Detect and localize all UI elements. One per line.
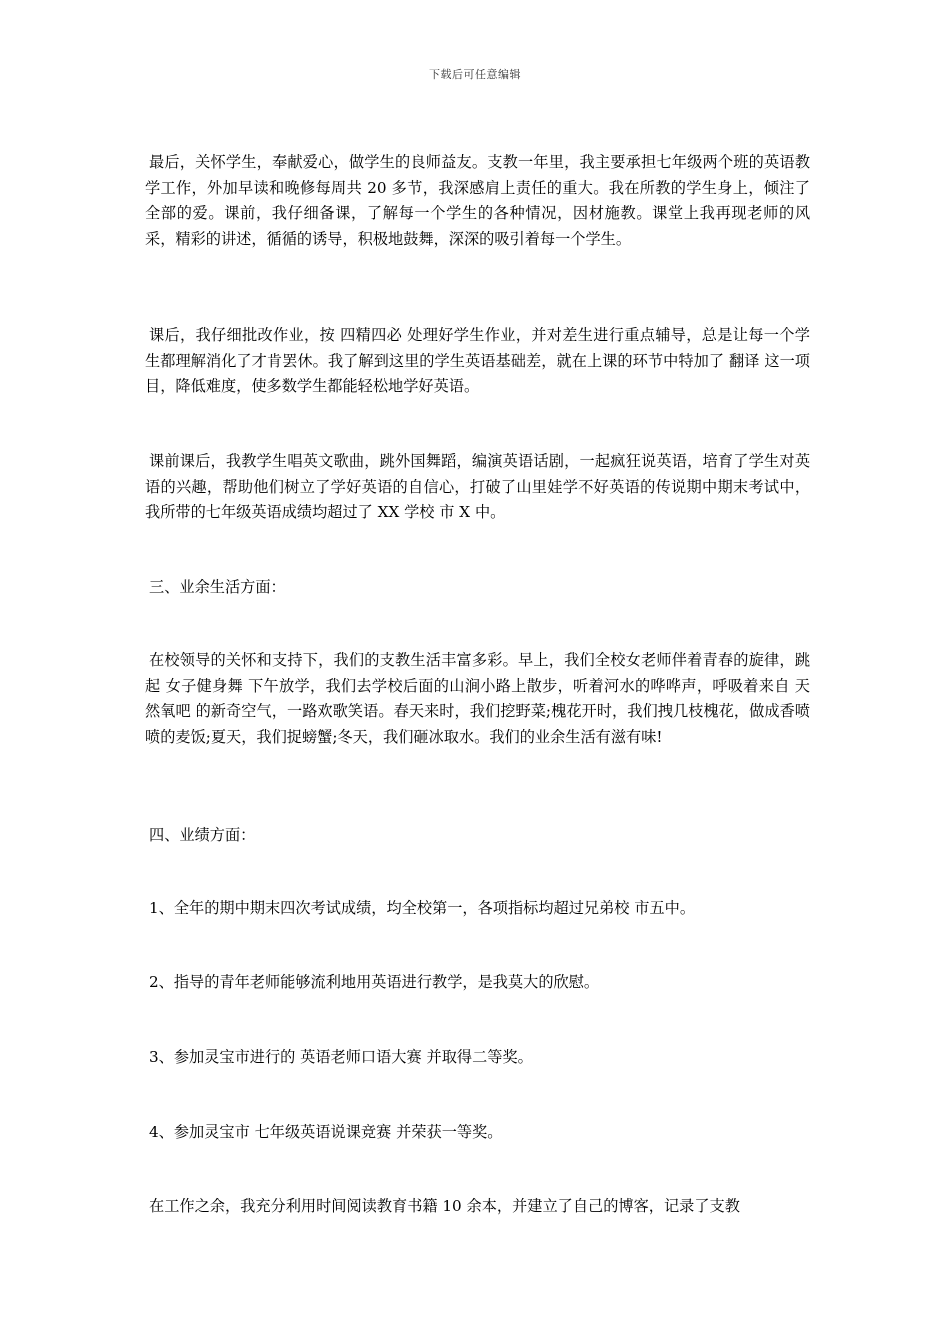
list-item-lecture-contest: 4、参加灵宝市 七年级英语说课竞赛 并荣获一等奖。: [149, 1123, 503, 1141]
paragraph-leisure-life: 在校领导的关怀和支持下，我们的支教生活丰富多彩。早上，我们全校女老师伴着青春的旋律，跳起 女子健身舞 下午放学，我们去学校后面的山涧小路上散步，听着河水的哗哗声，呼吸着来自 天然氧吧 的新奇空气，一路欢歌笑语。春天来时，我们挖野菜;槐花开时，我们拽几枝槐花，做成香喷喷的麦饭;夏天，我们捉螃蟹;冬天，我们砸冰取水。我们的业余生活有滋有味!: [145, 651, 810, 746]
page-header: 下载后可任意编辑: [429, 68, 521, 81]
section-heading-achievements: 四、业绩方面：: [149, 826, 256, 844]
paragraph-spare-time: 在工作之余，我充分利用时间阅读教育书籍 10 余本，并建立了自己的博客，记录了支教: [149, 1197, 740, 1215]
list-item-mentoring: 2、指导的青年老师能够流利地用英语进行教学，是我莫大的欣慰。: [149, 973, 600, 991]
paragraph-after-class: 课后，我仔细批改作业，按 四精四必 处理好学生作业，并对差生进行重点辅导，总是让每一个学生都理解消化了才肯罢休。我了解到这里的学生英语基础差，就在上课的环节中特加了 翻译 这一项目，降低难度，使多数学生都能轻松地学好英语。: [145, 326, 810, 395]
section-heading-leisure: 三、业余生活方面：: [149, 578, 286, 596]
list-item-oral-contest: 3、参加灵宝市进行的 英语老师口语大赛 并取得二等奖。: [149, 1048, 533, 1066]
paragraph-caring-students: 最后，关怀学生，奉献爱心，做学生的良师益友。支教一年里，我主要承担七年级两个班的英语教学工作，外加早读和晚修每周共 20 多节，我深感肩上责任的重大。我在所教的学生身上，倾注了全部的爱。课前，我仔细备课，了解每一个学生的各种情况，因材施教。课堂上我再现老师的风采，精彩的讲述，循循的诱导，积极地鼓舞，深深的吸引着每一个学生。: [145, 153, 810, 248]
list-item-exam-results: 1、全年的期中期末四次考试成绩，均全校第一，各项指标均超过兄弟校 市五中。: [149, 899, 696, 917]
paragraph-english-interest: 课前课后，我教学生唱英文歌曲，跳外国舞蹈，编演英语话剧，一起疯狂说英语，培育了学生对英语的兴趣，帮助他们树立了学好英语的自信心，打破了山里娃学不好英语的传说期中期末考试中，我所带的七年级英语成绩均超过了 XX 学校 市 X 中。: [145, 452, 810, 521]
